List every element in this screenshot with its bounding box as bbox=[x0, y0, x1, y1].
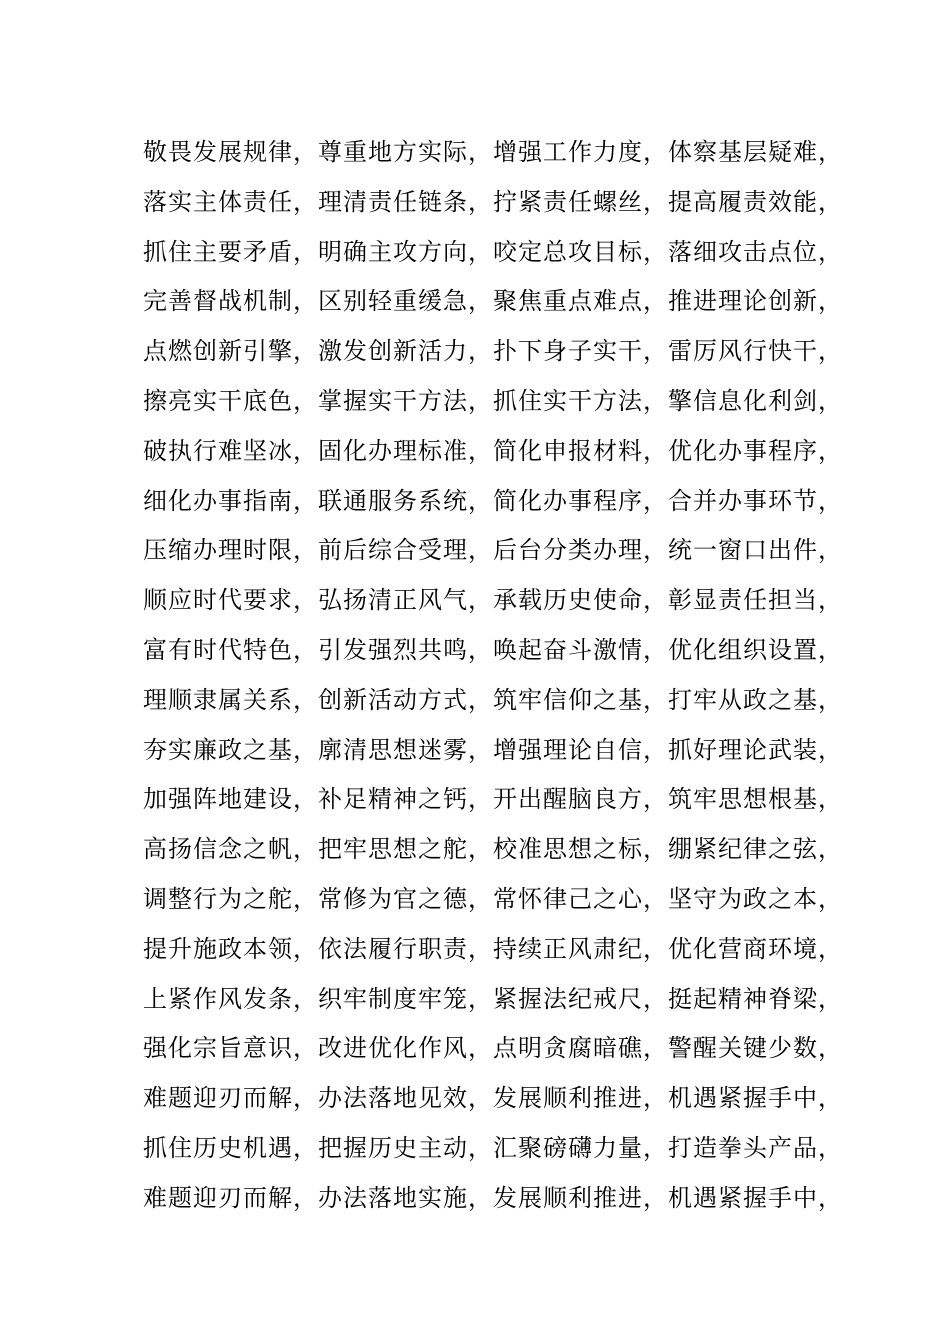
text-line: 难题迎刃而解，办法落地实施，发展顺利推进，机遇紧握手中， bbox=[143, 1183, 843, 1212]
text-line: 擦亮实干底色，掌握实干方法，抓住实干方法，擎信息化利剑， bbox=[143, 386, 843, 415]
text-line: 完善督战机制，区别轻重缓急，聚焦重点难点，推进理论创新， bbox=[143, 287, 843, 316]
text-line: 破执行难坚冰，固化办理标准，简化申报材料，优化办事程序， bbox=[143, 436, 843, 465]
text-line: 夯实廉政之基，廓清思想迷雾，增强理论自信，抓好理论武装， bbox=[143, 735, 843, 764]
text-line: 难题迎刃而解，办法落地见效，发展顺利推进，机遇紧握手中， bbox=[143, 1084, 843, 1113]
text-line: 抓住历史机遇，把握历史主动，汇聚磅礴力量，打造拳头产品， bbox=[143, 1133, 843, 1162]
text-line: 敬畏发展规律，尊重地方实际，增强工作力度，体察基层疑难， bbox=[143, 138, 843, 166]
body-text bbox=[143, 128, 843, 1224]
text-line: 理顺隶属关系，创新活动方式，筑牢信仰之基，打牢从政之基， bbox=[143, 685, 843, 714]
text-line: 抓住主要矛盾，明确主攻方向，咬定总攻目标，落细攻击点位， bbox=[143, 237, 843, 266]
text-line: 加强阵地建设，补足精神之钙，开出醒脑良方，筑牢思想根基， bbox=[143, 785, 843, 814]
text-line: 提升施政本领，依法履行职责，持续正风肃纪，优化营商环境， bbox=[143, 934, 843, 963]
text-line: 高扬信念之帆，把牢思想之舵，校准思想之标，绷紧纪律之弦， bbox=[143, 835, 843, 864]
text-line: 调整行为之舵，常修为官之德，常怀律己之心，坚守为政之本， bbox=[143, 884, 843, 913]
text-line: 顺应时代要求，弘扬清正风气，承载历史使命，彰显责任担当， bbox=[143, 586, 843, 615]
text-line: 压缩办理时限，前后综合受理，后台分类办理，统一窗口出件， bbox=[143, 536, 843, 565]
text-line: 富有时代特色，引发强烈共鸣，唤起奋斗激情，优化组织设置， bbox=[143, 635, 843, 664]
text-line: 强化宗旨意识，改进优化作风，点明贪腐暗礁，警醒关键少数， bbox=[143, 1034, 843, 1063]
text-line: 点燃创新引擎，激发创新活力，扑下身子实干，雷厉风行快干， bbox=[143, 337, 843, 366]
text-line: 细化办事指南，联通服务系统，简化办事程序，合并办事环节， bbox=[143, 486, 843, 515]
text-line: 上紧作风发条，织牢制度牢笼，紧握法纪戒尺，挺起精神脊梁， bbox=[143, 984, 843, 1013]
text-line: 落实主体责任，理清责任链条，拧紧责任螺丝，提高履责效能， bbox=[143, 187, 843, 216]
